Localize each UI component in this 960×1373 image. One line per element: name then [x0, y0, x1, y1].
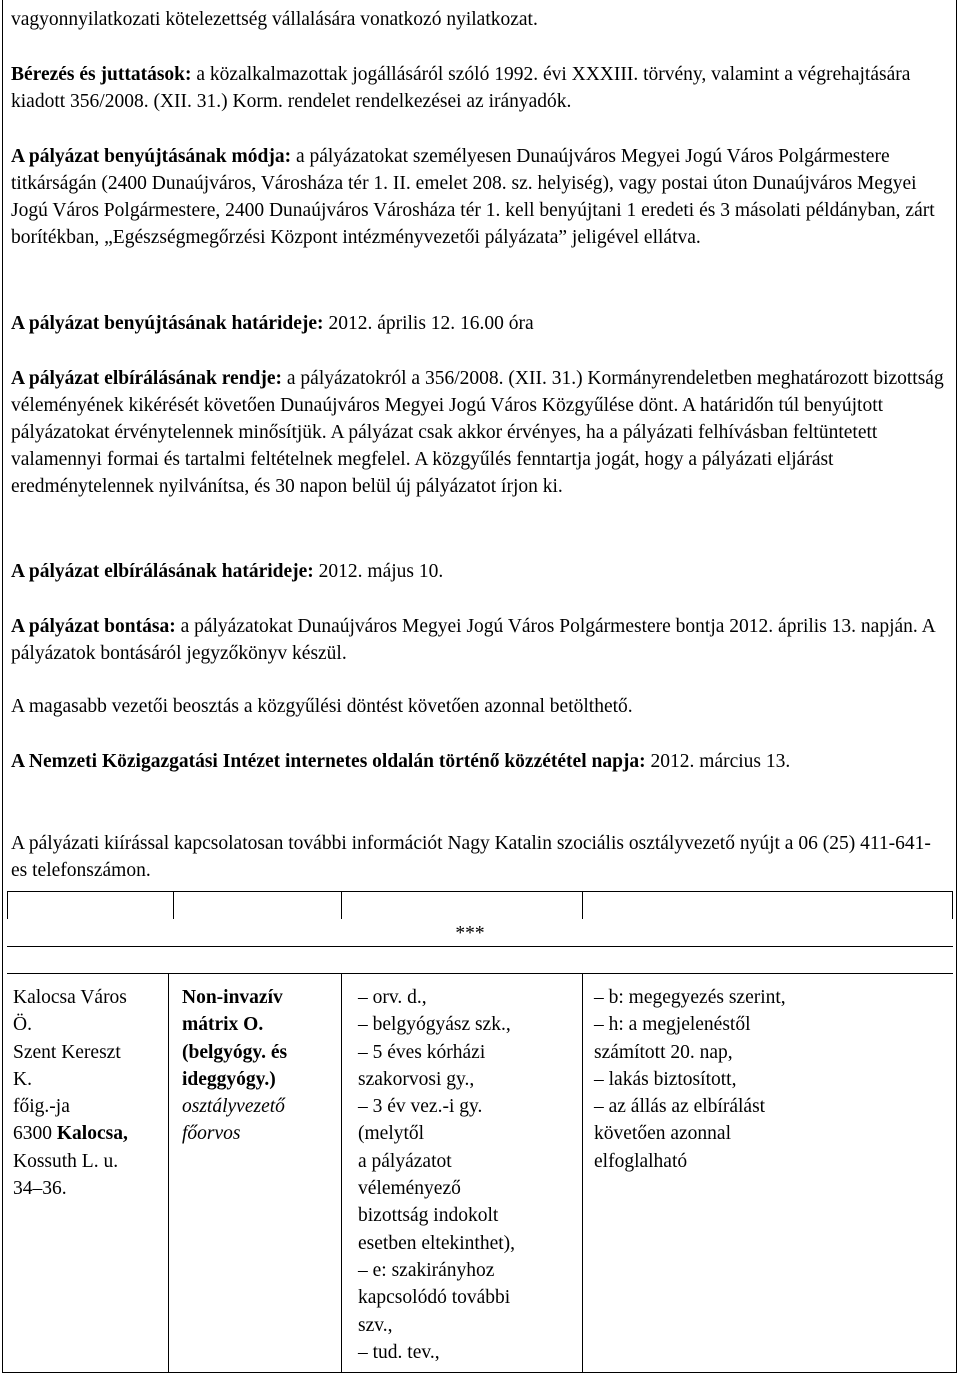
paragraph-text: 2012. március 13. — [645, 751, 791, 772]
paragraph-position-filling — [11, 693, 947, 720]
requirement-line: – 3 év vez.-i gy. — [358, 1096, 483, 1118]
paragraph-opening — [11, 613, 947, 667]
employer-line: Kossuth L. u. — [13, 1150, 119, 1172]
requirement-line: kapcsolódó további — [358, 1287, 511, 1309]
paragraph-publication-date — [11, 748, 947, 775]
position-title-line: osztályvezető — [182, 1096, 285, 1118]
employer-line: főig.-ja — [13, 1096, 70, 1118]
postal-code: 6300 — [13, 1123, 57, 1145]
benefit-line: – az állás az elbírálást — [594, 1096, 766, 1118]
requirement-line: – e: szakirányhoz — [358, 1259, 495, 1281]
benefit-line: – lakás biztosított, — [594, 1068, 737, 1090]
benefits-cell — [594, 984, 786, 1175]
band-divider — [952, 891, 953, 919]
requirement-line: (melytől — [358, 1123, 425, 1145]
employer-line: K. — [13, 1068, 32, 1090]
paragraph-text: a pályázatokról a 356/2008. (XII. 31.) Kormányrendeletben meghatározott bizottság véleményének kikérését követően Dunaújváros Megyei Jogú Város Közgyűlése dönt. A határidőn túl benyújtott pályázatokat érvénytelennek minősítjük. A pályázat csak akkor érvényes, ha a pályázati felhívásban feltüntetett valamennyi formai és tartalmi feltételnek megfelel. A közgyűlés fenntartja jogát, hogy a pályázati eljárást eredménytelennek nyilvánítsa, és 30 napon belül új pályázatot írjon ki. — [11, 368, 944, 497]
paragraph-label: A pályázat benyújtásának határideje: — [11, 313, 324, 334]
band-divider — [341, 891, 342, 919]
paragraph-contact-info — [11, 830, 947, 884]
paragraph-label: A pályázat elbírálásának határideje: — [11, 561, 314, 582]
position-line: mátrix O. — [182, 1014, 264, 1036]
requirement-line: – orv. d., — [358, 987, 427, 1008]
section-separator: *** — [455, 923, 485, 944]
paragraph-evaluation-deadline — [11, 558, 947, 585]
employer-line: Kalocsa Város — [13, 987, 127, 1008]
paragraph-text: A pályázati kiírással kapcsolatosan további információt Nagy Katalin szociális osztályvezető nyújt a 06 (25) 411-641-es telefonszámon. — [11, 833, 931, 881]
band-divider — [7, 891, 8, 919]
paragraph-text: a pályázatokat Dunaújváros Megyei Jogú Város Polgármestere bontja 2012. április 13. napján. A pályázatok bontásáról jegyzőkönyv készül. — [11, 616, 935, 664]
paragraph-submission-deadline — [11, 310, 947, 337]
employer-line: 34–36. — [13, 1178, 67, 1200]
benefit-line: – b: megegyezés szerint, — [594, 987, 786, 1008]
position-title-line: főorvos — [182, 1123, 241, 1145]
requirement-line: – tud. tev., — [358, 1341, 440, 1363]
paragraph-label: A pályázat bontása: — [11, 616, 176, 637]
paragraph-text: 2012. május 10. — [313, 561, 444, 582]
paragraph-text: 2012. április 12. 16.00 óra — [323, 313, 534, 334]
requirement-line: bizottság indokolt — [358, 1205, 499, 1227]
paragraph-text: A magasabb vezetői beosztás a közgyűlési döntést követően azonnal betölthető. — [11, 696, 633, 717]
requirement-line: esetben eltekinthet), — [358, 1232, 516, 1254]
benefit-line: követően azonnal — [594, 1123, 731, 1145]
benefit-line: elfoglalható — [594, 1150, 688, 1172]
paragraph-text: vagyonnyilatkozati kötelezettség vállalására vonatkozó nyilatkozat. — [11, 9, 538, 30]
paragraph-evaluation-order — [11, 365, 947, 500]
position-cell — [182, 984, 287, 1148]
employer-line: Ö. — [13, 1014, 32, 1036]
requirement-line: – belgyógyász szk., — [358, 1014, 511, 1036]
table-rule-top — [7, 891, 953, 892]
employer-city: Kalocsa, — [56, 1123, 128, 1145]
table-column-divider — [341, 973, 342, 1373]
paragraph-text: a pályázatokat személyesen Dunaújváros Megyei Jogú Város Polgármestere titkárságán (2400 Dunaújváros, Városháza tér 1. II. emelet 208. sz. helyiség), vagy postai úton Dunaújváros Megyei Jogú Város Polgármestere, 2400 Dunaújváros Városháza tér 1. kell benyújtani 1 eredeti és 3 másolati példányban, zárt borítékban, „Egészségmegőrzési Központ intézményvezetői pályázata” jeligével ellátva. — [11, 146, 935, 248]
paragraph-declaration — [11, 6, 947, 33]
benefit-line: – h: a megjelenéstől — [594, 1014, 751, 1036]
table-rule-row-top — [7, 973, 953, 974]
paragraph-label: A Nemzeti Közigazgatási Intézet internetes oldalán történő közzététel napja: — [11, 751, 646, 772]
paragraph-label: A pályázat benyújtásának módja: — [11, 146, 292, 167]
band-divider — [173, 891, 174, 919]
requirements-cell — [358, 984, 515, 1366]
table-column-divider — [582, 973, 583, 1373]
requirement-line: a pályázatot — [358, 1150, 452, 1172]
requirement-line: szakorvosi gy., — [358, 1068, 475, 1090]
position-line: Non-invazív — [182, 987, 283, 1008]
employer-cell — [13, 984, 128, 1202]
position-line: (belgyógy. és — [182, 1041, 288, 1063]
requirement-line: – 5 éves kórházi — [358, 1041, 486, 1063]
benefit-line: számított 20. nap, — [594, 1041, 733, 1063]
paragraph-label: Bérezés és juttatások: — [11, 64, 192, 85]
table-column-divider — [168, 973, 169, 1373]
paragraph-salary — [11, 61, 947, 115]
position-line: ideggyógy.) — [182, 1068, 276, 1090]
band-divider — [582, 891, 583, 919]
paragraph-text: a közalkalmazottak jogállásáról szóló 1992. évi XXXIII. törvény, valamint a végrehajtására kiadott 356/2008. (XII. 31.) Korm. rendelet rendelkezései az irányadók. — [11, 64, 911, 112]
paragraph-label: A pályázat elbírálásának rendje: — [11, 368, 283, 389]
requirement-line: véleményező — [358, 1178, 461, 1200]
requirement-line: szv., — [358, 1314, 393, 1336]
paragraph-submission-method — [11, 143, 947, 251]
employer-address-line — [13, 1120, 128, 1147]
employer-line: Szent Kereszt — [13, 1041, 121, 1063]
